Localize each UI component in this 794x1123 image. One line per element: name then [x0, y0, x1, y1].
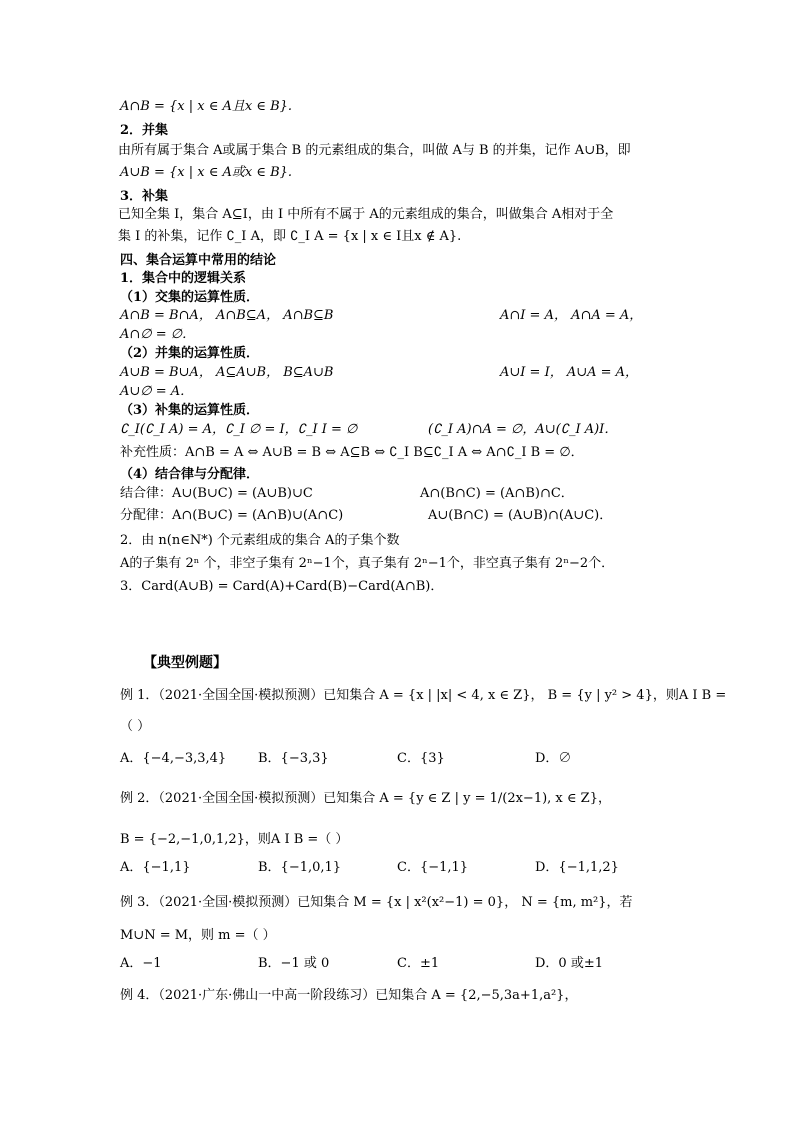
example-1-blank: （ ）	[120, 719, 151, 734]
union-properties-heading: （2）并集的运算性质．	[120, 346, 260, 361]
associative-law-a: 结合律：A∪(B∪C) = (A∪B)∪C	[120, 486, 313, 501]
intersection-properties-a: A∩B = B∩A， A∩B⊆A， A∩B⊆B	[120, 308, 334, 323]
subset-count-heading: 2．由 n(n∈N*) 个元素组成的集合 A的子集个数	[120, 533, 400, 548]
example-2-question: 例 2．（2021·全国全国·模拟预测）已知集合 A = {y ∈ Z | y = 1/(2x−1), x ∈ Z}，	[120, 791, 611, 806]
example-2-subquestion: B = {−2,−1,0,1,2}，则A I B =（ ）	[120, 832, 349, 847]
example-3-option-d: D．0 或±1	[535, 956, 603, 971]
complement-heading: 3．补集	[120, 189, 169, 204]
example-3-option-b: B．−1 或 0	[258, 956, 330, 971]
union-properties-a: A∪B = B∪A， A⊆A∪B， B⊆A∪B	[120, 365, 334, 380]
example-4-question: 例 4．（2021·广东·佛山一中高一阶段练习）已知集合 A = {2,−5,3a+1,a²}，	[120, 988, 578, 1003]
union-heading: 2．并集	[120, 123, 169, 138]
example-1-option-c: C．{3}	[397, 751, 445, 766]
example-2-option-a: A．{−1,1}	[120, 860, 191, 875]
example-2-option-d: D．{−1,1,2}	[535, 860, 619, 875]
subset-count-text: A的子集有 2ⁿ 个，非空子集有 2ⁿ−1个，真子集有 2ⁿ−1个，非空真子集有 2ⁿ−2个．	[120, 556, 615, 571]
logic-relation-heading: 1．集合中的逻辑关系	[120, 271, 247, 286]
typical-examples-heading: 【典型例题】	[143, 655, 227, 671]
union-empty: A∪∅ = A．	[120, 384, 194, 399]
section-four-heading: 四、集合运算中常用的结论	[120, 253, 277, 268]
example-3-option-c: C．±1	[397, 956, 440, 971]
example-1-question: 例 1．（2021·全国全国·模拟预测）已知集合 A = {x | |x| < 4, x ∈ Z}， B = {y | y² > 4}，则A I B =	[120, 688, 727, 703]
example-2-option-b: B．{−1,0,1}	[258, 860, 342, 875]
example-3-subquestion: M∪N = M，则 m =（ ）	[120, 928, 276, 943]
supplementary-properties: 补充性质：A∩B = A ⇔ A∪B = B ⇔ A⊆B ⇔ ∁_I B⊆∁_I A ⇔ A∩∁_I B = ∅．	[120, 445, 584, 460]
intersection-empty: A∩∅ = ∅．	[120, 327, 196, 342]
distributive-law-a: 分配律：A∩(B∪C) = (A∩B)∪(A∩C)	[120, 508, 344, 523]
union-properties-b: A∪I = I， A∪A = A，	[500, 365, 639, 380]
example-2-option-c: C．{−1,1}	[397, 860, 469, 875]
associative-distributive-heading: （4）结合律与分配律．	[120, 467, 260, 482]
intersection-properties-heading: （1）交集的运算性质．	[120, 290, 260, 305]
union-text: 由所有属于集合 A或属于集合 B 的元素组成的集合，叫做 A与 B 的并集，记作 A∪B，即	[118, 143, 631, 158]
intersection-properties-b: A∩I = A， A∩A = A，	[500, 308, 643, 323]
complement-text-1: 已知全集 I，集合 A⊆I，由 I 中所有不属于 A的元素组成的集合，叫做集合 A相对于全	[118, 207, 614, 222]
intersection-definition: A∩B = {x | x ∈ A且x ∈ B}.	[120, 99, 293, 114]
example-1-option-b: B．{−3,3}	[258, 751, 329, 766]
complement-properties-b: (∁_I A)∩A = ∅，A∪(∁_I A)I．	[428, 422, 618, 437]
example-3-question: 例 3．（2021·全国·模拟预测）已知集合 M = {x | x²(x²−1) = 0}， N = {m, m²}，若	[120, 895, 633, 910]
distributive-law-b: A∪(B∩C) = (A∪B)∩(A∪C)．	[428, 508, 613, 523]
example-1-option-a: A．{−4,−3,3,4}	[120, 751, 227, 766]
example-1-option-d: D．∅	[535, 751, 572, 766]
example-3-option-a: A．−1	[120, 956, 162, 971]
union-definition: A∪B = {x | x ∈ A或x ∈ B}.	[120, 165, 293, 180]
complement-properties-a: ∁_I(∁_I A) = A，∁_I ∅ = I，∁_I I = ∅	[120, 422, 358, 437]
associative-law-b: A∩(B∩C) = (A∩B)∩C．	[420, 486, 574, 501]
cardinality-formula: 3．Card(A∪B) = Card(A)+Card(B)−Card(A∩B)．	[120, 579, 444, 594]
complement-properties-heading: （3）补集的运算性质．	[120, 403, 260, 418]
complement-text-2: 集 I 的补集，记作 ∁_I A，即 ∁_I A = {x | x ∈ I且x ∉ A}.	[118, 229, 462, 244]
